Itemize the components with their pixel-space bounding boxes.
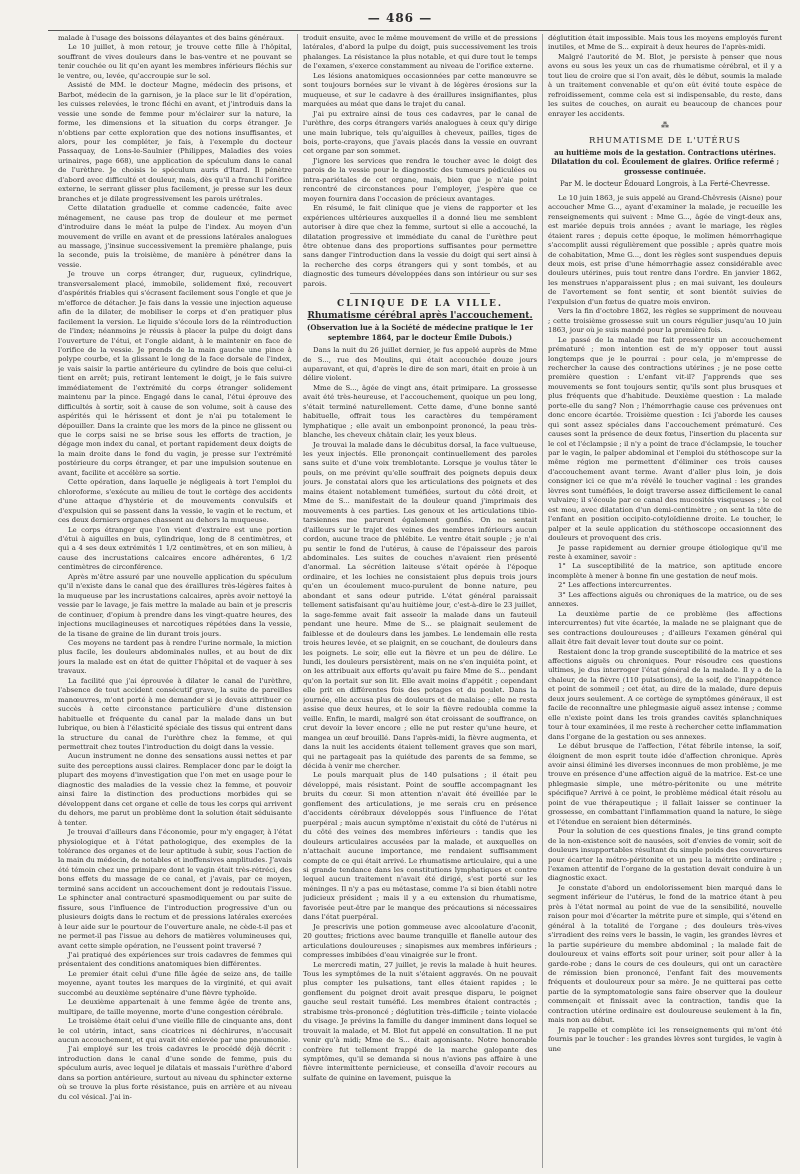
paragraph: Mme de S..., âgée de vingt ans, était primipare. La grossesse avait été très-heureuse, et l'accouchement, quoique un peu long, s'était terminé naturellement. Cette dame, d'une bonne santé habituelle, offrait tous les caractères du tempérament lymphatique ; elle avait un embonpoint prononcé, la peau très-blanche, les cheveux châtain clair, les yeux bleus. <box>303 383 537 440</box>
paragraph: Je trouve un corps étranger, dur, rugueux, cylindrique, transversalement placé, immobile, solidement fixé, recouvert d'aspérités friables qui s'écrasent facilement sous l'ongle et que je m'efforce de détacher. Je fais dans la vessie une injection aqueuse afin de la dilater, de mobiliser le corps et d'en pratiquer plus facilement la version. Le liquide s'écoule lors de la réintroduction de l'index; néanmoins je réussis à placer la pulpe du doigt dans l'ouverture de l'étui, et l'ongle aidant, à le maintenir en face de l'orifice de la vessie. Je prends de la main gauche une pince à polype courbe, et la glissant le long de la face dorsale de l'index, je vais saisir la partie antérieure du cylindre de bois que celui-ci tient en arrêt; puis, retirant lentement le doigt, je le fais suivre immédiatement de l'extrémité du corps étranger solidement maintenu par la pince. Engagé dans le canal, l'étui éprouve des difficultés à sortir, soit à cause de son volume, soit à cause des aspérités qui le hérissent et dont je n'ai pu totalement le dépouiller. Dans la crainte que les mors de la pince ne glissent ou que le corps saisi ne se brise sous les efforts de traction, je dégage mon index du canal, et portant rapidement deux doigts de la main droite dans le fond du vagin, je presse sur l'extrémité postérieure du corps étranger, et par une impulsion soutenue en avant, facilite et accélère sa sortie. <box>58 270 292 477</box>
paragraph: Assisté de MM. le docteur Magne, médecin des prisons, et Barbot, médecin de la garnison, je la place sur le lit d'opération, les cuisses relevées, le tronc fléchi en avant, et j'introduis dans la vessie une sonde de femme pour m'éclairer sur la nature, la forme, les dimensions et la situation du corps étranger. Je n'obtiens par cette exploration que des notions insuffisantes, et alors, pour les compléter, je fais, à l'exemple du docteur Passaquay, de Lons-le-Saulnier (Philippes, Maladies des voies urinaires, page 668), une application de spéculum dans le canal de l'urèthre. Je choisis le spéculum auris d'Itard. Il pénètre d'abord avec difficulté et douleur, mais, dès qu'il a franchi l'orifice externe, le serrant glisser plus facilement, je presse sur les deux branches et je dilate progressivement les parois urétrales. <box>58 81 292 203</box>
paragraph: J'ai employé sur les trois cadavres le procédé déjà décrit : introduction dans le canal d'une sonde de femme, puis du spéculum auris, avec lequel je dilatais et massais l'urèthre d'abord dans sa portion antérieure, surtout au niveau du sphincter externe où se trouve la plus forte résistance, puis en arrière et au niveau du col vésical. J'ai in- <box>58 1045 292 1101</box>
paragraph: J'ai pratiqué des expériences sur trois cadavres de femmes qui présentaient des conditions anatomiques bien différentes. <box>58 950 292 969</box>
article-title: Rhumatisme cérébral après l'accouchement. <box>307 310 533 321</box>
paragraph: Le passé de la malade me fait pressentir un accouchement prématuré ; mon intention est de m'y opposer tout aussi longtemps que je le pourrai : pour cela, je m'empresse de rechercher la cause des contractions utérines ; je ne pose cette première question : L'enfant vit-il? J'apprends que ses mouvements se font toujours sentir, qu'ils sont plus brusques et plus fréquents que d'habitude. Deuxième question : La malade porte-elle du sang? Non ; l'hémorrhagie cause ces prévenues ont donc encore écartée. Troisième question : Ici j'aborde les causes qui sont assez spéciales dans l'accouchement prématuré. Ces causes sont la présence de deux fœtus, l'insertion du placenta sur le col et l'éclampsie ; il n'y a point de trace d'éclampsie, le toucher par le vagin, le palper abdominal et l'emploi du stéthoscope sur la même région me permettent d'éliminer ces trois causes d'accouchement avant terme. Avant d'aller plus loin, je dois consigner ici ce que m'a révélé le toucher vaginal : les grandes lèvres sont tuméfiées, le doigt traverse assez difficilement le canal vulvaire; il s'écoule par ce canal des mucosités visqueuses ; le col est mou, avec dilatation d'un demi-centimètre ; on sent la tête de l'enfant en position occipito-cotyloïdienne droite. Le toucher, le palper et la seule application du stéthoscope occasionnent des douleurs et provoquent des cris. <box>548 335 782 543</box>
byline: Par M. le docteur Édouard Longrois, à La Ferté-Chevresse. <box>560 180 770 189</box>
paragraph: Le premier était celui d'une fille âgée de seize ans, de taille moyenne, ayant toutes les marques de la virginité, et qui avait succombé au deuxième septénaire d'une fièvre typhoïde. <box>58 969 292 997</box>
paragraph: 2° Les affections intercurrentes. <box>558 581 672 590</box>
article-subtitle: au huitième mois de la gestation. Contractions utérines. Dilatation du col. Écoulement de glaires. Orifice refermé ; grossesse continuée. <box>550 147 780 176</box>
paragraph: Les lésions anatomiques occasionnées par cette manœuvre se sont toujours bornées sur le vivant à de légères érosions sur la muqueuse, et sur le cadavre à des éraillures insignifiantes, plus marquées au méat que dans le trajet du canal. <box>303 71 537 109</box>
paragraph: Le troisième était celui d'une vieille fille de cinquante ans, dont le col utérin, intact, sans cicatrices ni déchirures, n'accusait aucun accouchement, et qui avait été enlevée par une pneumonie. <box>58 1017 292 1045</box>
paragraph: déglutition était impossible. Mais tous les moyens employés furent inutiles, et Mme de S... expirait à deux heures de l'après-midi. <box>548 34 782 52</box>
paragraph: J'ignore les services que rendra le toucher avec le doigt des parois de la vessie pour le diagnostic des tumeurs pédiculées ou intra-pariétales de cet organe, mais, bien que je n'aie point rencontré de circonstances pour l'employer, j'espère que ce moyen fournira dans l'occasion de précieux avantages. <box>303 156 537 203</box>
page-header <box>0 4 800 32</box>
paragraph: Le début brusque de l'affection, l'état fébrile intense, la soif, éloignent de mon esprit toute idée d'affection chronique. Après avoir ainsi éliminé les diverses inconnues de mon problème, je me trouve en présence d'une affection aiguë de la matrice. Est-ce une phlegmasie simple, une métro-péritonite ou une métrite spécifique? Arrivé à ce point, le problème médical était résolu au point de vue thérapeutique ; il fallait laisser se continuer la grossesse, en combattant l'inflammation quand la nature, le siège et l'étendue en seraient bien déterminés. <box>548 742 782 826</box>
column-divider <box>542 34 543 1168</box>
paragraph: Cette opération, dans laquelle je négligeais à tort l'emploi du chloroforme, s'exécute au milieu de tout le cortège des accidents d'une attaque d'hystérie et de mouvements convulsifs et d'expulsion qui se passent dans la vessie, le vagin et le rectum, et ces deux derniers organes chassent au dehors la muqueuse. <box>58 478 292 525</box>
paragraph: Le corps étranger que l'on vient d'extraire est une portion d'étui à aiguilles en buis, cylindrique, long de 8 centimètres, et qui a 4 ses deux extrémités 1 1/2 centimètres, et en son milieu, à cause des incrustations calcaires encore adhérentes, 6 1/2 centimètres de circonférence. <box>58 525 292 572</box>
paragraph: Je constate d'abord un endolorissement bien marqué dans le segment inférieur de l'utérus, le fond de la matrice étant à peu près à l'état normal au point de vue de la sensibilité, nouvelle raison pour moi d'écarter la métrite pure et simple, qui s'étend en général à la totalité de l'organe ; des douleurs très-vives s'irradient des reins vers le bassin, le vagin, les grandes lèvres et la partie supérieure du membre abdominal ; la malade fait de douloureux et vains efforts soit pour uriner, soit pour aller à la garde-robe ; dans le cours de ces douleurs, qui ont un caractère de rémission bien prononcé, l'enfant fait des mouvements fréquents et douloureux pour sa mère. Je ne quitterai pas cette partie de la symptomatologie sans faire observer que la douleur commençait et finissait avec la contraction, tandis que la contraction utérine ordinaire est douloureuse seulement à la fin, mais non au début. <box>548 883 782 1025</box>
paragraph: Restaient donc la trop grande susceptibilité de la matrice et ses affections aiguës ou chroniques. Pour résoudre ces questions ultimes, je dus interroger l'état général de la malade. Il y a de la chaleur, de la fièvre (110 pulsations), de la soif, de l'inappétence et point de sommeil ; cet état, au dire de la malade, dure depuis deux jours seulement. A ce cortège de symptômes généraux, il est facile de reconnaître une phlegmasie aiguë assez intense ; comme elle n'existe point dans les trois grandes cavités splanchniques tour à tour examinées, il me reste à rechercher cette inflammation dans l'organe de la gestation ou ses annexes. <box>548 647 782 741</box>
column-1 <box>58 34 292 1168</box>
article-title: RHUMATISME DE L'UTÉRUS <box>589 135 741 146</box>
paragraph: Ces moyens ne tardent pas à rendre l'urine normale, la miction plus facile, les douleurs abdominales nulles, et au bout de dix jours la malade est en état de quitter l'hôpital et de vaquer à ses travaux. <box>58 639 292 676</box>
paragraph: Le pouls marquait plus de 140 pulsations ; il était peu développé, mais résistant. Point de souffle accompagnant les bruits du cœur. Si mon attention n'avait été éveillée par le gonflement des articulations, je me serais cru en présence d'accidents cérébraux développés sous l'influence de l'état puerpéral ; mais aucun symptôme n'existait du côté de l'utérus ni du côté des veines des membres inférieurs : tandis que les douleurs articulaires accusées par la malade, et auxquelles on n'attachait aucune importance, me rendaient suffisamment compte de ce qui était arrivé. Le rhumatisme articulaire, qui a une si grande tendance dans les constitutions lymphatiques et contre lequel aucun traitement n'avait été dirigé, s'est porté sur les méninges. Il n'y a pas eu métastase, comme l'a si bien établi notre judicieux président ; mais il y a eu extension du rhumatisme, favorisée peut-être par le manque des précautions si nécessaires dans l'état puerpéral. <box>303 771 537 922</box>
paragraph: Le deuxième appartenait à une femme âgée de trente ans, multipare, de taille moyenne, morte d'une congestion cérébrale. <box>58 998 292 1016</box>
paragraph: Après m'être assuré par une nouvelle application du spéculum qu'il n'existe dans le canal que des éraillures très-légères faites à la muqueuse par les incrustations calcaires, après avoir nettoyé la vessie par le lavage, je fais mettre la malade au bain et je prescris de continuer, d'opium à prendre dans les vingt-quatre heures, des injections mucilagineuses et narcotiques répétées dans la vessie, de la tisane de graine de lin durant trois jours. <box>58 572 292 638</box>
paragraph: Pour la solution de ces questions finales, je tins grand compte de la non-existence soit de nausées, soit d'envies de vomir, soit de douleurs insupportables résultant du simple poids des couvertures pour écarter la métro-péritonite et un peu la métrite ordinaire ; l'examen attentif de l'organe de la gestation devait conduire à un diagnostic exact. <box>548 827 782 883</box>
paragraph: Je passe rapidement au dernier groupe étiologique qu'il me reste à examiner, savoir : <box>548 543 782 562</box>
article-subtitle: (Observation lue à la Société de médecine pratique le 1er septembre 1864, par le docteur Émile Dubois.) <box>307 323 533 342</box>
paragraph: 1° La susceptibilité de la matrice, son aptitude encore incomplète à mener à bonne fin une gestation de neuf mois. <box>548 562 782 580</box>
paragraph: malade à l'usage des boissons délayantes et des bains généraux. <box>58 34 285 42</box>
paragraph: Je trouvai la malade dans le décubitus dorsal, la face vultueuse, les yeux injectés. Elle prononçait continuellement des paroles sans suite et d'une voix tremblotante. Lorsque je voulus tâter le pouls, on me prévint qu'elle souffrait des poignets depuis deux jours. Je constatai alors que les articulations des poignets et des mains étaient notablement tuméfiées, surtout du côté droit, et Mme de S... manifestait de la douleur quand j'imprimais des mouvements à ces parties. Les genoux et les articulations tibio-tarsiennes me parurent également gonflés. On ne sentait d'ailleurs sur le trajet des veines des membres inférieurs aucun cordon, aucune trace de phlébite. Le ventre était souple ; je n'ai pu sentir le fond de l'utérus, à cause de l'épaisseur des parois abdominales. Les suites de couches n'avaient rien présenté d'anormal. La sécrétion laiteuse s'était opérée à l'époque ordinaire, et les lochies ne consistaient plus depuis trois jours qu'en un écoulement muco-purulent de bonne nature, peu abondant et sans odeur putride. L'état général paraissait tellement satisfaisant qu'au huitième jour, c'est-à-dire le 23 juillet, la sage-femme avait fait asseoir la malade dans un fauteuil pendant une heure. Mme de S... se plaignait seulement de faiblesse et de douleurs dans les jambes. Le lendemain elle resta trois heures levée, et se plaignit, en se couchant, de douleurs dans les poignets. Le soir, elle eut la fièvre et un peu de délire. Le lundi, les douleurs persistèrent, mais on ne s'en inquiéta point, et on les attribuait aux efforts qu'avait pu faire Mme de S... pendant qu'on la portait sur son lit. Elle avait moins d'appétit ; cependant elle prit en différentes fois des potages et du poulet. Dans la journée, elle accusa plus de douleurs et de malaise ; elle ne resta assise que deux heures, et le soir la fièvre redoubla comme la veille. Enfin, le mardi, malgré son état croissant de souffrance, on crut devoir la lever encore ; elle ne put rester qu'une heure, et mangea un œuf brouillé. Dans l'après-midi, la fièvre augmenta, et dans la nuit les accidents étaient tellement graves que son mari, qui ne partageait pas la quiétude des parents de sa femme, se décida à venir me chercher. <box>303 440 537 770</box>
paragraph: Le mercredi matin, 27 juillet, je revis la malade à huit heures. Tous les symptômes de la nuit s'étaient aggravés. On ne pouvait plus compter les pulsations, tant elles étaient rapides ; le gonflement du poignet droit avait presque disparu, le poignet gauche seul restait tuméfié. Les membres étaient contractés ; strabisme très-prononcé ; déglutition très-difficile ; teinte violacée du visage. Je prévins la famille du danger imminent dans lequel se trouvait la malade, et M. Blot fut appelé en consultation. Il ne put venir qu'à midi; Mme de S... était agonisante. Notre honorable confrère fut tellement frappé de la marche galopante des symptômes, qu'il se demanda si nous n'avions pas affaire à une fièvre intermittente pernicieuse, et conseilla d'avoir recours au sulfate de quinine en lavement, puisque la <box>303 960 537 1082</box>
section-rule <box>350 293 490 294</box>
paragraph: 3° Les affections aiguës ou chroniques de la matrice, ou de ses annexes. <box>548 590 782 609</box>
paragraph: Je prescrivis une potion gommeuse avec alcoolature d'aconit, 20 gouttes; frictions avec baume tranquille et flanelle autour des articulations douloureuses ; sinapismes aux membres inférieurs ; compresses imbibées d'eau vinaigrée sur le front. <box>303 922 537 960</box>
paragraph: Dans la nuit du 26 juillet dernier, je fus appelé auprès de Mme de S..., rue des Moulins, qui était accouchée douze jours auparavant, et qui, d'après le dire de son mari, était en proie à un délire violent. <box>303 346 537 383</box>
section-title: CLINIQUE DE LA VILLE. <box>337 299 503 310</box>
paragraph: Aucun instrument ne donne des sensations aussi nettes et par suite des perceptions aussi claires. Remplacer donc par le doigt la plupart des moyens d'investigation que l'on met en usage pour le diagnostic des maladies de la vessie chez la femme, et pouvoir ainsi faire la distinction des productions morbides qui se développent dans cet organe et celle de tous les corps qui arrivent du dehors, me parut un problème dont la solution était séduisante à tenter. <box>58 752 292 827</box>
paragraph: J'ai pu extraire ainsi de tous ces cadavres, par le canal de l'urèthre, des corps étrangers variés analogues à ceux qu'y dirige une main lubrique, tels qu'aiguilles à cheveux, pailles, tiges de bois, porte-crayons, que j'avais placés dans la vessie en ouvrant cet organe par son sommet. <box>303 109 537 156</box>
paragraph: En résumé, le fait clinique que je viens de rapporter et les expériences ultérieures auxquelles il a donné lieu me semblent autoriser à dire que chez la femme, surtout si elle a accouché, la dilatation progressive et immédiate du canal de l'urèthre peut être obtenue dans des proportions suffisantes pour permettre sans danger l'introduction dans la vessie du doigt qui sert ainsi à la recherche des corps étrangers qui y sont tombés, et au diagnostic des tumeurs développées dans son intérieur ou sur ses parois. <box>303 204 537 288</box>
paragraph: La deuxième partie de ce problème (les affections intercurrentes) fut vite écartée, la malade ne se plaignant que de ses contractions douloureuses ; d'ailleurs l'examen général qui allait être fait devait lever tout doute sur ce point. <box>548 609 782 647</box>
paragraph: Le 10 juin 1863, je suis appelé au Grand-Chêvresis (Aisne) pour accoucher Mme G..., ayant d'examiner la malade, je recueille les renseignements qui suivent : Mme G..., âgée de vingt-deux ans, est mariée depuis trois années ; avant le mariage, les règles étaient rares ; depuis cette époque, le molimen hémorrhagique s'accomplit aussi régulièrement que possible ; après quatre mois de cohabitation, Mme G..., dont les règles sont suspendues depuis deux mois, est prise d'une hémorrhagie assez considérable avec douleurs utérines, puis tout rentre dans l'ordre. En janvier 1862, les menstrues n'apparaissent plus ; en mai suivant, les douleurs de l'avortement se font sentir, et sont bientôt suivies de l'expulsion d'un fœtus de quatre mois environ. <box>548 193 782 306</box>
paragraph: troduit ensuite, avec le même mouvement de vrille et de pressions latérales, d'abord la pulpe du doigt, puis successivement les trois phalanges. La résistance la plus notable, et qui dure tout le temps de l'examen, s'exerce constamment au niveau de l'orifice externe. <box>303 34 537 71</box>
paragraph: Vers la fin d'octobre 1862, les règles se suppriment de nouveau ; cette troisième grossesse suit un cours régulier jusqu'au 10 juin 1863, jour où je suis mandé pour la première fois. <box>548 307 782 335</box>
header-rule <box>48 30 768 31</box>
column-divider <box>297 34 298 1168</box>
paragraph: Le 10 juillet, à mon retour, je trouve cette fille à l'hôpital, souffrant de vives douleurs dans le bas-ventre et ne pouvant se tenir couchée ou lit qu'en ayant les membres inférieurs fléchis sur le ventre, ou, levée, qu'accroupie sur le sol. <box>58 43 292 80</box>
column-2 <box>303 34 537 1168</box>
page-number: — 486 — <box>367 11 433 25</box>
paragraph: Cette dilatation graduelle et comme cadencée, faite avec ménagement, ne cause pas trop de douleur et me permet d'introduire dans le méat la pulpe de l'index. Au moyen d'un mouvement de vrille en avant et de pressions latérales analogues au massage, j'insinue successivement la première phalange, puis la seconde, puis la troisième, de manière à pénétrer dans la vessie. <box>58 204 292 269</box>
paragraph: Je trouvai d'ailleurs dans l'économie, pour m'y engager, à l'état physiologique et à l'état pathologique, des exemples de la tolérance des organes et de leur aptitude à subir, sous l'action de la main du médecin, de notables et inoffensives amplitudes. J'avais été témoin chez une primipare dont le vagin était très-rétréci, des bons effets du massage de ce canal, et j'avais, par ce moyen, terminé sans accident un accouchement dont je redoutais l'issue. Le sphincter anal contracturé spasmodiquement ou par suite de fissure, sous l'influence de l'introduction progressive d'un ou plusieurs doigts dans le rectum et de pressions latérales exercées à leur aide sur le pourtour de l'ouverture anale, ne cède-t-il pas et ne permet-il pas l'issue au dehors de matières volumineuses qui, avant cette simple opération, ne l'eussent point traversé ? <box>58 828 292 950</box>
paragraph: Malgré l'autorité de M. Blot, je persiste à penser que nous avons eu sous les yeux un cas de rhumatisme cérébral, et il y a tout lieu de croire que si l'on avait, dès le début, soumis la malade à un traitement convenable et qu'on eût évité toute espèce de refroidissement, comme cela est si indispensable, du reste, dans les suites de couches, on aurait eu beaucoup de chances pour enrayer les accidents. <box>548 52 782 118</box>
paragraph: La facilité que j'ai éprouvée à dilater le canal de l'urèthre, l'absence de tout accident consécutif grave, la suite de pareilles manœuvres, m'ont porté à me demander si je devais attribuer ce succès à cette circonstance particulière d'une distension habituelle et fréquente du canal par la malade dans un but lubrique, ou bien à l'élasticité spéciale des tissus qui entrent dans la structure du canal de l'urèthre chez la femme, et qui permettrait chez toutes l'introduction du doigt dans la vessie. <box>58 676 292 751</box>
paragraph: Je rappelle et complète ici les renseignements qui m'ont été fournis par le toucher : les grandes lèvres sont turgides, le vagin à une <box>548 1025 782 1053</box>
ornament: ⁂ <box>661 121 669 131</box>
column-3 <box>548 34 782 1168</box>
